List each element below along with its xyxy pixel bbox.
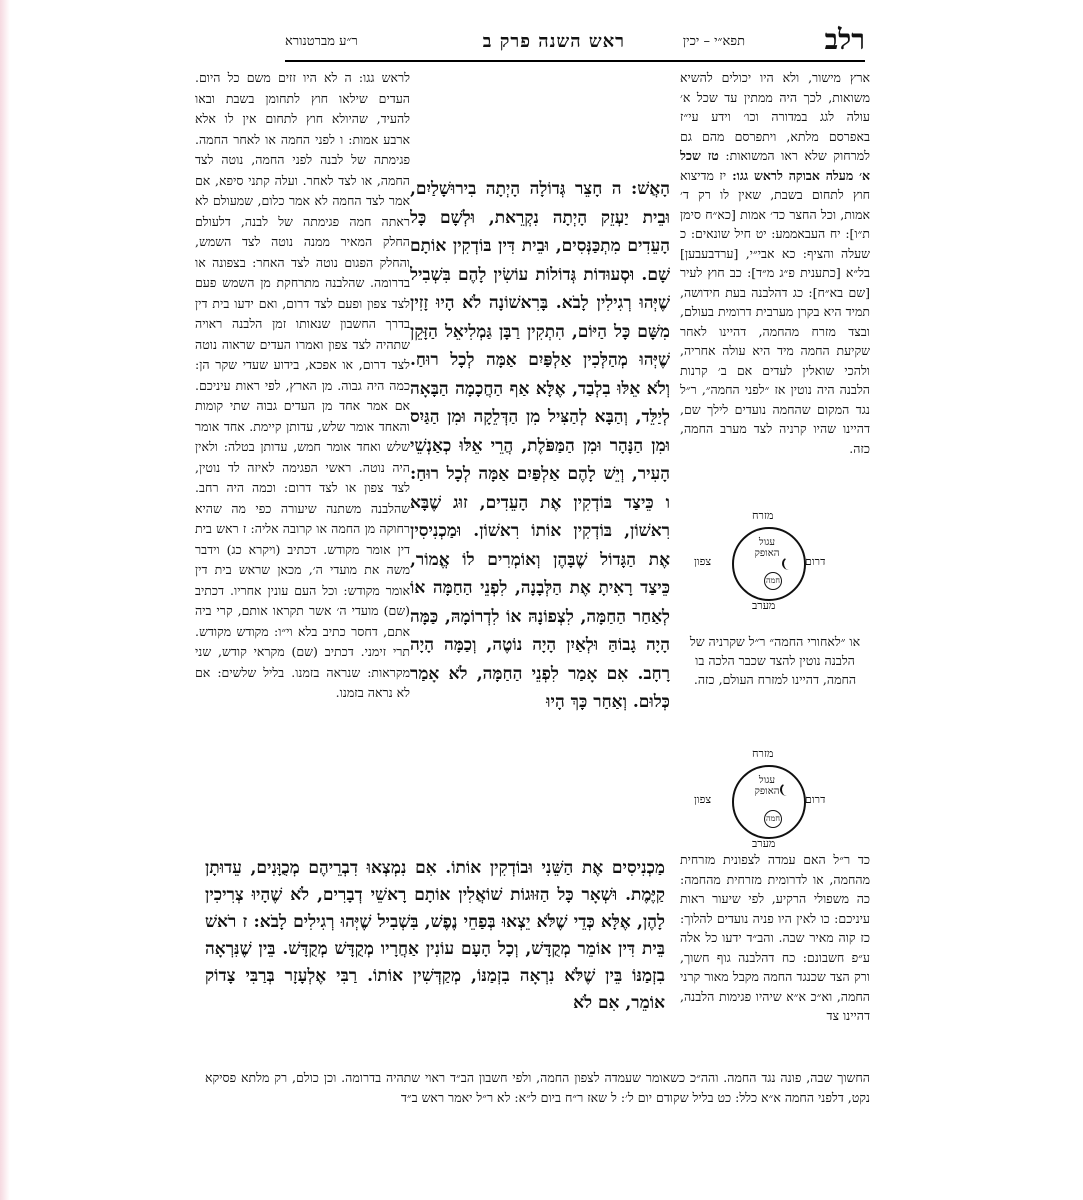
header-rule — [285, 60, 865, 62]
label-east: מזרח — [752, 747, 774, 760]
label-north: צפון — [694, 793, 712, 806]
moon-icon — [780, 783, 794, 796]
mishna-text-bottom: מַכְנִיסִים אֶת הַשֵּׁנִי וּבוֹדְקִין אוֹתוֹ. אִם נִמְצְאוּ דִבְרֵיהֶם מְכֻוָּנִים, עֵדוּתָן קַיֶּמֶת. וּשְׁאָר כָּל הַזּוּגוֹת שׁוֹאֲלִין אוֹתָם רָאשֵׁי דְבָרִים, לֹא שֶׁהָיוּ צְרִיכִין לָהֶן, אֶלָּא כְּדֵי שֶׁלֹּא יֵצְאוּ בְּפַחֵי נֶפֶשׁ, בִּשְׁבִיל שֶׁיְּהוּ רְגִילִים לָבֹא: ז רֹאשׁ בֵּית דִּין אוֹמֵר מְקֻדָּשׁ, וְכָל הָעָם עוֹנִין אַחֲרָיו מְקֻדָּשׁ מְקֻדָּשׁ. בֵּין שֶׁנִּרְאָה בִזְמַנּוֹ בֵּין שֶׁלֹּא נִרְאָה בִזְמַנּוֹ, מְקַדְּשִׁין אוֹתוֹ. רַבִּי אֶלְעָזָר בְּרַבִּי צָדוֹק אוֹמֵר, אִם לֹא — [205, 858, 665, 1013]
tiferet-commentary-2: כד ר״ל האם עמדה לצפונית מזרחית מהחמה, או לדרומית מזרחית מהחמה: כה משפולי הרקיע, לפי שיעור ראות עיניכם: כו לאין היו פניה נועדים להלוך: כז קוה מאיר שבה. והב״ד ידעו כל אלה ע״פ חשבונם: כח דהלבנה גוף חשוך, ורק הצד שכנגד החמה מקבל מאור קרני החמה, וא״כ א״א שיהיו פגימות הלבנה, דהיינו צד — [680, 852, 870, 1023]
label-south: דרום — [805, 555, 826, 568]
sun-icon: חמה — [764, 810, 782, 828]
commentary-para: טז שכל א׳ מעלה אבוקה לראש גגו: — [680, 148, 870, 183]
sun-icon: חמה — [764, 572, 782, 590]
commentary-para: כג דהלבנה בעת חידושה, תמיד היא בקרן מערבית דרומית בעולם, ובצד מזרח מהחמה, דהיינו לאחר שקיעת החמה מיד היא עולה אחריה, ולהכי שואלין לעדים אם ב׳ קרנות הלבנה היה נוטין אז ״לפני החמה״, ר״ל נגד המקום שהחמה נועדים לילך שם, דהיינו שהיו קרניה לצד מערב החמה, כזה. — [680, 284, 870, 456]
moon-diagram-2 — [694, 745, 826, 855]
label-north: צפון — [694, 555, 712, 568]
bartenura-label: ר״ע מברטנורא — [285, 34, 358, 49]
page-header — [285, 23, 865, 56]
tiferet-label: תפא״י – יכין — [682, 34, 745, 49]
commentary-para: יט חיל שונאים: — [686, 226, 767, 241]
chapter-title: ראש השנה פרק ב — [482, 31, 625, 52]
label-west: מערב — [752, 599, 776, 612]
horizon-label: עגול האופק — [754, 775, 780, 797]
moon-diagram-1 — [694, 507, 826, 617]
commentary-para: ארץ מישור, ולא היו יכולים להשיא משואות, לכך היה ממתין עד שכל א׳ עולה לגג במדורה וכו׳ וידע עי״ז באפרסם מלתא, ויתפרסם מהם גם למרחוק שלא ראו המשואות: — [680, 70, 870, 163]
horizon-label: עגול האופק — [754, 537, 780, 559]
commentary-para: יז מדיצוא חוץ לתחום בשבת, שאין לו רק ד׳ אמות, וכל החצר כד׳ אמות [כא״ח סימן ת״ו]: — [680, 167, 870, 241]
commentary-para: יח העבאממע: — [766, 226, 841, 241]
label-west: מערב — [752, 837, 776, 850]
page-number: רלב — [824, 23, 865, 56]
footer-commentary: החשוך שבה, פונה נגד החמה. והה״כ כשאומר שעמדה לצפון החמה, ולפי חשבון הב״ד ראוי שתהיה בדרומה. וכן כולם, רק מלתא פסיקא נקט, דלפני החמה א״א כלל: כט בליל שקודם יום ל׳: ל שאז ר״ח ביום ל״א: לא ר״ל יאמר ראש ב״ד — [205, 1070, 870, 1105]
commentary-para: כ שעלה והציף: — [680, 226, 870, 261]
moon-icon — [782, 557, 796, 570]
bartenura-commentary: לראש גגו: ה לא היו זזים משם כל היום. העדים שילאו חוץ לתחומן בשבת ובאו להעיד, שהיולא חוץ לתחום אין לו אלא ארבע אמות: ו לפני החמה או לאחר החמה. פגימתה של לבנה לפני החמה, נוטה לצד החמה, או לצד לאחר. ועלה קתני סיפא, אם אמר לצד החמה לא אמר כלום, שמעולם לא ראתה חמה פגימתה של לבנה, דלעולם החלק המאיר ממנה נוטה לצד השמש, והחלק הפגום נוטה לצד האחר: בצפונה או בדרומה. שהלבנה מתרחקת מן השמש פעם לצד צפון ופעם לצד דרום, ואם ידעו בית דין בדרך החשבון שנאותו זמן הלבנה ראויה שתהיה לצד צפון ואמרו העדים שראוה נוטה לצד דרום, או אפכא, בידוע שעדי שקר הן: כמה היה גבוה. מן הארץ, לפי ראות עיניכם. אם אמר אחד מן העדים גבוה שתי קומות והאחד אומר שלש, עדותן קיימת. אחד אומר שלש ואחד אומר חמש, עדותן בטלה: ולאין היה נוטה. ראשי הפגימה לאיזה לד נוטין, לצד צפון או לצד דרום: וכמה היה רחב. שהלבנה משתנה שיעורה כפי מה שהיא רחוקה מן החמה או קרובה אליה: ז ראש בית דין אומר מקודש. דכתיב (ויקרא כג) וידבר משה את מועדי ה׳, מכאן שראש בית דין אומר מקודש: וכל העם עונין אחריו. דכתיב (שם) מועדי ה׳ אשר תקראו אותם, קרי ביה אתם, דחסר כתיב בלא וי״ו: מקודש מקודש. תרי זימני. דכתיב (שם) מקראי קודש, שני מקראות: שנראה בזמנו. בליל שלשים: אם לא נראה בזמנו. — [195, 70, 410, 700]
tiferet-commentary — [680, 68, 870, 848]
label-east: מזרח — [752, 509, 774, 522]
diagram-caption: או ״לאחורי החמה״ ר״ל שקרניה של הלבנה נוטין להצד שכבר הלכה בו החמה, דהיינו למזרח העולם, כזה. — [689, 634, 861, 687]
mishna-text: הָאֲשׁ: ה חָצֵר גְּדוֹלָה הָיְתָה בִירוּשָׁלַיִם, וּבֵית יַעְזֵק הָיְתָה נִקְרֵאת, וּלְשָׁם כָּל הָעֵדִים מִתְכַּנְּסִים, וּבֵית דִּין בּוֹדְקִין אוֹתָם שָׁם. וּסְעוּדוֹת גְּדוֹלוֹת עוֹשִׂין לָהֶם בִּשְׁבִיל שֶׁיְּהוּ רְגִילִין לָבֹא. בָּרִאשׁוֹנָה לֹא הָיוּ זָזִין מִשָּׁם כָּל הַיּוֹם, הִתְקִין רַבָּן גַּמְלִיאֵל הַזָּקֵן שֶׁיְּהוּ מְהַלְּכִין אַלְפַּיִם אַמָּה לְכָל רוּחַ. וְלֹא אֵלּוּ בִלְבַד, אֶלָּא אַף הַחֲכָמָה הַבָּאָה לְיַלֵּד, וְהַבָּא לְהַצִּיל מִן הַדְּלֵקָה וּמִן הַגַּיִס וּמִן הַנָּהָר וּמִן הַמַּפֹּלֶת, הֲרֵי אֵלּוּ כְאַנְשֵׁי הָעִיר, וְיֵשׁ לָהֶם אַלְפַּיִם אַמָּה לְכָל רוּחַ: ו כֵּיצַד בּוֹדְקִין אֶת הָעֵדִים, זוּג שֶׁבָּא רִאשׁוֹן, בּוֹדְקִין אוֹתוֹ רִאשׁוֹן. וּמַכְנִיסִין אֶת הַגָּדוֹל שֶׁבָּהֶן וְאוֹמְרִים לוֹ אֱמוֹר, כֵּיצַד רָאִיתָ אֶת הַלְּבָנָה, לִפְנֵי הַחַמָּה אוֹ לְאַחַר הַחַמָּה, לִצְפוֹנָהּ אוֹ לִדְרוֹמָהּ, כַּמָּה הָיָה גָבוֹהַּ וּלְאַיִן הָיָה נוֹטֶה, וְכַמָּה הָיָה רָחָב. אִם אָמַר לִפְנֵי הַחַמָּה, לֹא אָמַר כְּלוּם. וְאַחַר כָּךְ הָיוּ — [410, 179, 670, 712]
page-edge — [0, 0, 10, 1200]
commentary-para: כב חוץ לעיר [שם בא״ח]: — [680, 265, 870, 300]
commentary-para: כא אבי״י, [ערדבעבען] בל״א [כתענית פ״ג מ״ד]: — [680, 245, 870, 280]
label-south: דרום — [805, 793, 826, 806]
